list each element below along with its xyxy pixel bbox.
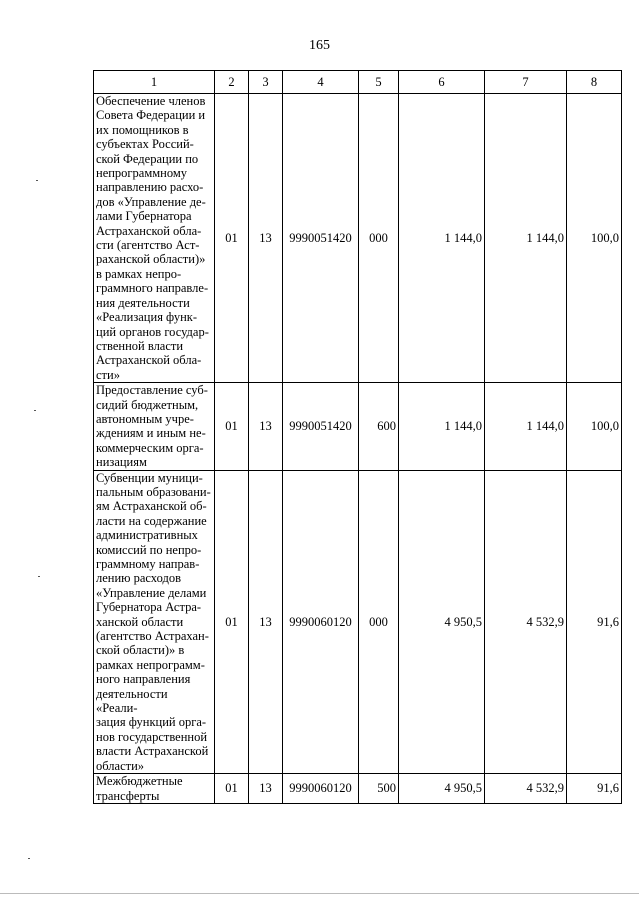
target-article-cell: 9990060120: [283, 470, 359, 774]
expense-type-cell: 500: [359, 774, 399, 804]
planned-amount-cell: 4 950,5: [399, 470, 485, 774]
section-code-cell: 01: [215, 94, 249, 383]
subsection-code-cell: 13: [249, 470, 283, 774]
scan-speck: [28, 858, 30, 859]
expense-type-cell: 000: [359, 470, 399, 774]
table-row: [94, 94, 622, 383]
expense-type-cell: 600: [359, 383, 399, 470]
column-header-7: 7: [485, 71, 567, 94]
actual-amount-cell: 4 532,9: [485, 470, 567, 774]
actual-amount-cell: 4 532,9: [485, 774, 567, 804]
column-header-6: 6: [399, 71, 485, 94]
subsection-code-cell: 13: [249, 774, 283, 804]
section-code-cell: 01: [215, 383, 249, 470]
actual-amount-cell: 1 144,0: [485, 383, 567, 470]
column-header-8: 8: [567, 71, 622, 94]
expense-name-cell: Обеспечение членов Совета Федерации и их помощников в субъектах Россий- ской Федерации по непрограммному направлению расхо- дов «Управление де- лами Губернатора Астраханской обла- сти (агентство Аст- раханской области)» в рамках непро- граммного направле- ния деятельности «Реализация функ- ций органов государ- ственной власти Астраханской обла- сти»: [94, 94, 215, 383]
budget-table: [93, 70, 622, 804]
column-header-2: 2: [215, 71, 249, 94]
table-header-row: [94, 71, 622, 94]
column-header-4: 4: [283, 71, 359, 94]
planned-amount-cell: 4 950,5: [399, 774, 485, 804]
actual-amount-cell: 1 144,0: [485, 94, 567, 383]
table-row: [94, 774, 622, 804]
page-number: 165: [309, 38, 330, 53]
expense-type-cell: 000: [359, 94, 399, 383]
percent-cell: 100,0: [567, 94, 622, 383]
scan-edge-line: [0, 893, 639, 894]
percent-cell: 100,0: [567, 383, 622, 470]
table-row: [94, 470, 622, 774]
expense-name-cell: Предоставление суб- сидий бюджетным, автономным учре- ждениям и иным не- коммерческим орга- низациям: [94, 383, 215, 470]
column-header-5: 5: [359, 71, 399, 94]
target-article-cell: 9990051420: [283, 94, 359, 383]
target-article-cell: 9990060120: [283, 774, 359, 804]
subsection-code-cell: 13: [249, 383, 283, 470]
section-code-cell: 01: [215, 470, 249, 774]
percent-cell: 91,6: [567, 470, 622, 774]
expense-name-cell: Субвенции муници- пальным образовани- ям Астраханской об- ласти на содержание административных комиссий по непро- граммному направ- лению расходов «Управление делами Губернатора Астра- ханской области (агентство Астрахан- ской области)» в рамках непрограмм- ного направления деятельности «Реали- зация функций орга- нов государственной власти Астраханской области»: [94, 470, 215, 774]
section-code-cell: 01: [215, 774, 249, 804]
scan-speck: [34, 410, 36, 411]
target-article-cell: 9990051420: [283, 383, 359, 470]
expense-name-cell: Межбюджетные трансферты: [94, 774, 215, 804]
scan-speck: [36, 180, 38, 181]
scan-speck: [38, 576, 40, 577]
subsection-code-cell: 13: [249, 94, 283, 383]
column-header-3: 3: [249, 71, 283, 94]
table-row: [94, 383, 622, 470]
planned-amount-cell: 1 144,0: [399, 94, 485, 383]
column-header-1: 1: [94, 71, 215, 94]
percent-cell: 91,6: [567, 774, 622, 804]
planned-amount-cell: 1 144,0: [399, 383, 485, 470]
